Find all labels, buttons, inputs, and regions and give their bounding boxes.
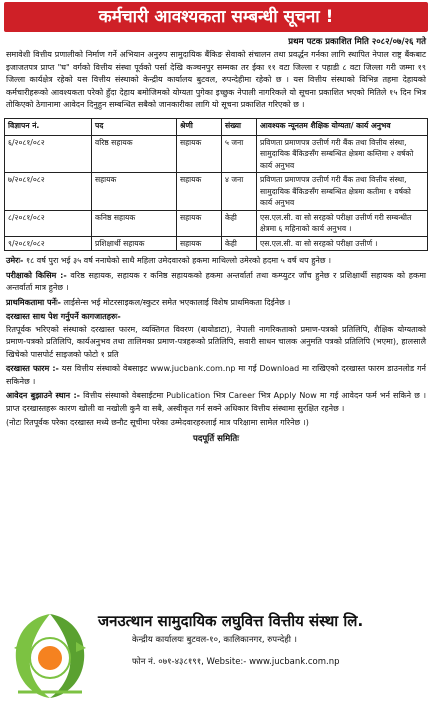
level-cell: सहायक [177, 173, 222, 211]
organization-block [98, 610, 426, 670]
post-cell: वरिष्ठ सहायक [92, 135, 177, 173]
header-count: संख्या [222, 118, 257, 135]
priority-label: प्राथमिकतामा पर्नेः- [6, 297, 61, 307]
qualification-cell: प्रविणता प्रमाणपत्र उत्तीर्ण गरी बैंक तथा वित्तीय संस्था, सामुदायिक बैंकिङसँग सम्बन्धित क्षेत्रमा कतीमा १ वर्षको कार्य अनुभव [257, 173, 428, 211]
count-cell: ४ जना [222, 173, 257, 211]
vacancy-table-header [5, 118, 428, 135]
age-text: १८ वर्ष पुरा भई ३५ वर्ष ननाघेको साथै महिला उमेदवारको हकमा माथिल्लो उमेरको हदमा ५ वर्ष थप हुनेछ । [25, 256, 332, 265]
header-qualification: आवश्यक न्यूनतम शैक्षिक योग्यता/ कार्य अनुभव [257, 118, 428, 135]
level-cell: सहायक [177, 236, 222, 251]
committee-label: पदपूर्ति समितिः [193, 433, 239, 444]
organization-name: जनउत्थान सामुदायिक लघुवित्त वित्तीय संस्था लि. [98, 612, 364, 630]
age-label: उमेरः- [6, 256, 24, 265]
publish-date: प्रथम पटक प्रकाशित मिति २०८२/०७/२६ गते [288, 37, 426, 47]
vacancy-table [4, 118, 428, 252]
count-cell: ५ जना [222, 135, 257, 173]
documents-label: दरखास्त साथ पेश गर्नुपर्ने कागजातहरुः- [6, 312, 121, 321]
table-row [5, 173, 428, 211]
exam-label: परीक्षाको किसिम :- [6, 270, 67, 280]
ad-no-cell: ७/२०८१/०८२ [5, 173, 92, 211]
organization-phone-website: फोन नं. ०७१-४३८१९१, Website:- www.jucbank.com.np [132, 657, 340, 667]
count-cell: केही [222, 210, 257, 236]
table-row [5, 135, 428, 173]
apply-section [6, 390, 426, 415]
age-section [6, 255, 426, 268]
notice-title: कर्मचारी आवश्यकता सम्बन्धी सूचना ! [4, 2, 428, 32]
apply-text: वित्तीय संस्थाको वेबसाईटमा Publication भित्र Career भित्र Apply Now मा गई आवेदन फर्म भर्न सकिने छ । प्राप्त दरखास्तहरू कारण खोली वा नखोली कुनै वा सबै, अस्वीकृत गर्न सक्ने अधिकार वित्तीय संस्थामा सुरक्षित रहनेछ । [6, 391, 426, 413]
post-cell: प्रशिक्षार्थी सहायक [92, 236, 177, 251]
documents-text: रितपूर्वक भरिएको संस्थाको दरखास्त फारम, व्यक्तिगत विवरण (बायोडाटा), नेपाली नागरिकताको प्रमाण-पत्रको प्रतिलिपि, शैक्षिक योग्यताको प्रमाण-पत्रको प्रतिलिपि, कार्यअनुभव तथा तालिमका प्रमाण-पत्रहरूको प्रतिलिपि, सवारी साधन चालक अनुमति पत्रको प्रतिलिपि (भएमा), हालसालै खिचेको पासपोर्ट साइजको फोटो १ प्रति [6, 324, 426, 359]
qualification-cell: एस.एल.सी. वा सो सरहको परीक्षा उत्तीर्ण । [257, 236, 428, 251]
documents-section [6, 311, 426, 361]
header-level: श्रेणी [177, 118, 222, 135]
post-cell: सहायक [92, 173, 177, 211]
ad-no-cell: ८/२०८१/०८२ [5, 210, 92, 236]
header-post: पद [92, 118, 177, 135]
note-text: (नोटः रितपूर्वक परेका दरखास्त मध्ये छनौट सूचीमा परेका उम्मेदवारहरुलाई मात्र परिक्षामा सामेल गरिनेछ ।) [6, 418, 309, 427]
organization-logo-icon [6, 608, 94, 704]
qualification-cell: एस.एल.सी. वा सो सरहको परीक्षा उत्तीर्ण गरी सम्बन्धीत क्षेत्रमा ६ महिनाको कार्य अनुभव । [257, 210, 428, 236]
ad-no-cell: ६/२०८१/०८२ [5, 135, 92, 173]
exam-text: वरिष्ठ सहायक, सहायक र कनिष्ठ सहायकको हकमा अन्तर्वार्ता तथा कम्प्युटर जाँच हुनेछ र प्रशिक्षार्थी सहायक को हकमा अन्तर्वार्ता मात्र हुनेछ । [6, 270, 427, 292]
table-row [5, 236, 428, 251]
post-cell: कनिष्ठ सहायक [92, 210, 177, 236]
priority-section [6, 297, 426, 310]
apply-label: आवेदन बुझाउने स्थान :- [6, 391, 80, 400]
organization-address: केन्द्रीय कार्यालयः बुटवल-१०, कालिकानगर, रुपन्देही । [132, 635, 297, 645]
level-cell: सहायक [177, 135, 222, 173]
intro-paragraph: समावेशी वित्तीय प्रणालीको निर्माण गर्ने अभियान अनुरुप सामुदायिक बैंकिङ सेवाको संचालन तथा प्रवर्द्धन गर्नका लागि स्थापित नेपाल राष्ट्र बैंकबाट इजाजतपत्र प्राप्त "घ" वर्गको वित्तीय संस्था पूर्वको पर्सा देखि कञ्चनपुर सम्मका तर ईका ११ वटा जिल्ला र पहाडी ८ वटा जिल्ला गरी जम्मा १९ जिल्ला कार्यक्षेत्र रहेको यस वित्तीय संस्थाको केन्द्रीय कार्यालय बुटवल, रुपन्देहीमा रहेको छ । यस वित्तीय संस्थाको विभिन्न तहमा देहायको कर्मचारीहरूको आवश्यकता परेको हुँदा देहाय बमोजिमको योग्यता पुगेका इच्छुक नेपाली नागरिकले यो सूचना प्रकाशित भएको मितिले १५ दिन भित्र तोकिएको ठेगानामा आवेदन दिनुहुन सम्बन्धित सबैको जानकारीका लागि यो सूचना प्रकाशित गरिएको छ । [6, 50, 426, 109]
footer [6, 604, 426, 714]
priority-text: लाईसेन्स भई मोटरसाइकल/स्कुटर समेत भएकालाई विशेष प्राथमिकता दिईनेछ । [63, 297, 291, 307]
form-section [6, 363, 426, 388]
table-row [5, 210, 428, 236]
level-cell: सहायक [177, 210, 222, 236]
qualification-cell: प्रविणता प्रमाणपत्र उत्तीर्ण गरी बैंक तथा वित्तीय संस्था, सामुदायिक बैंकिङसँग सम्बन्धित क्षेत्रमा कम्तिमा २ वर्षको कार्य अनुभव [257, 135, 428, 173]
form-text: यस वित्तीय संस्थाको वेबसाइट www.jucbank.com.np मा गई Download मा राखिएको दरखास्त फारम डाउनलोड गर्न सकिनेछ । [6, 364, 426, 386]
form-label: दरखास्त फारम :- [6, 364, 59, 373]
exam-section [6, 270, 426, 295]
header-ad-no: विज्ञापन नं. [5, 118, 92, 135]
count-cell: केही [222, 236, 257, 251]
ad-no-cell: ९/२०८१/०८२ [5, 236, 92, 251]
